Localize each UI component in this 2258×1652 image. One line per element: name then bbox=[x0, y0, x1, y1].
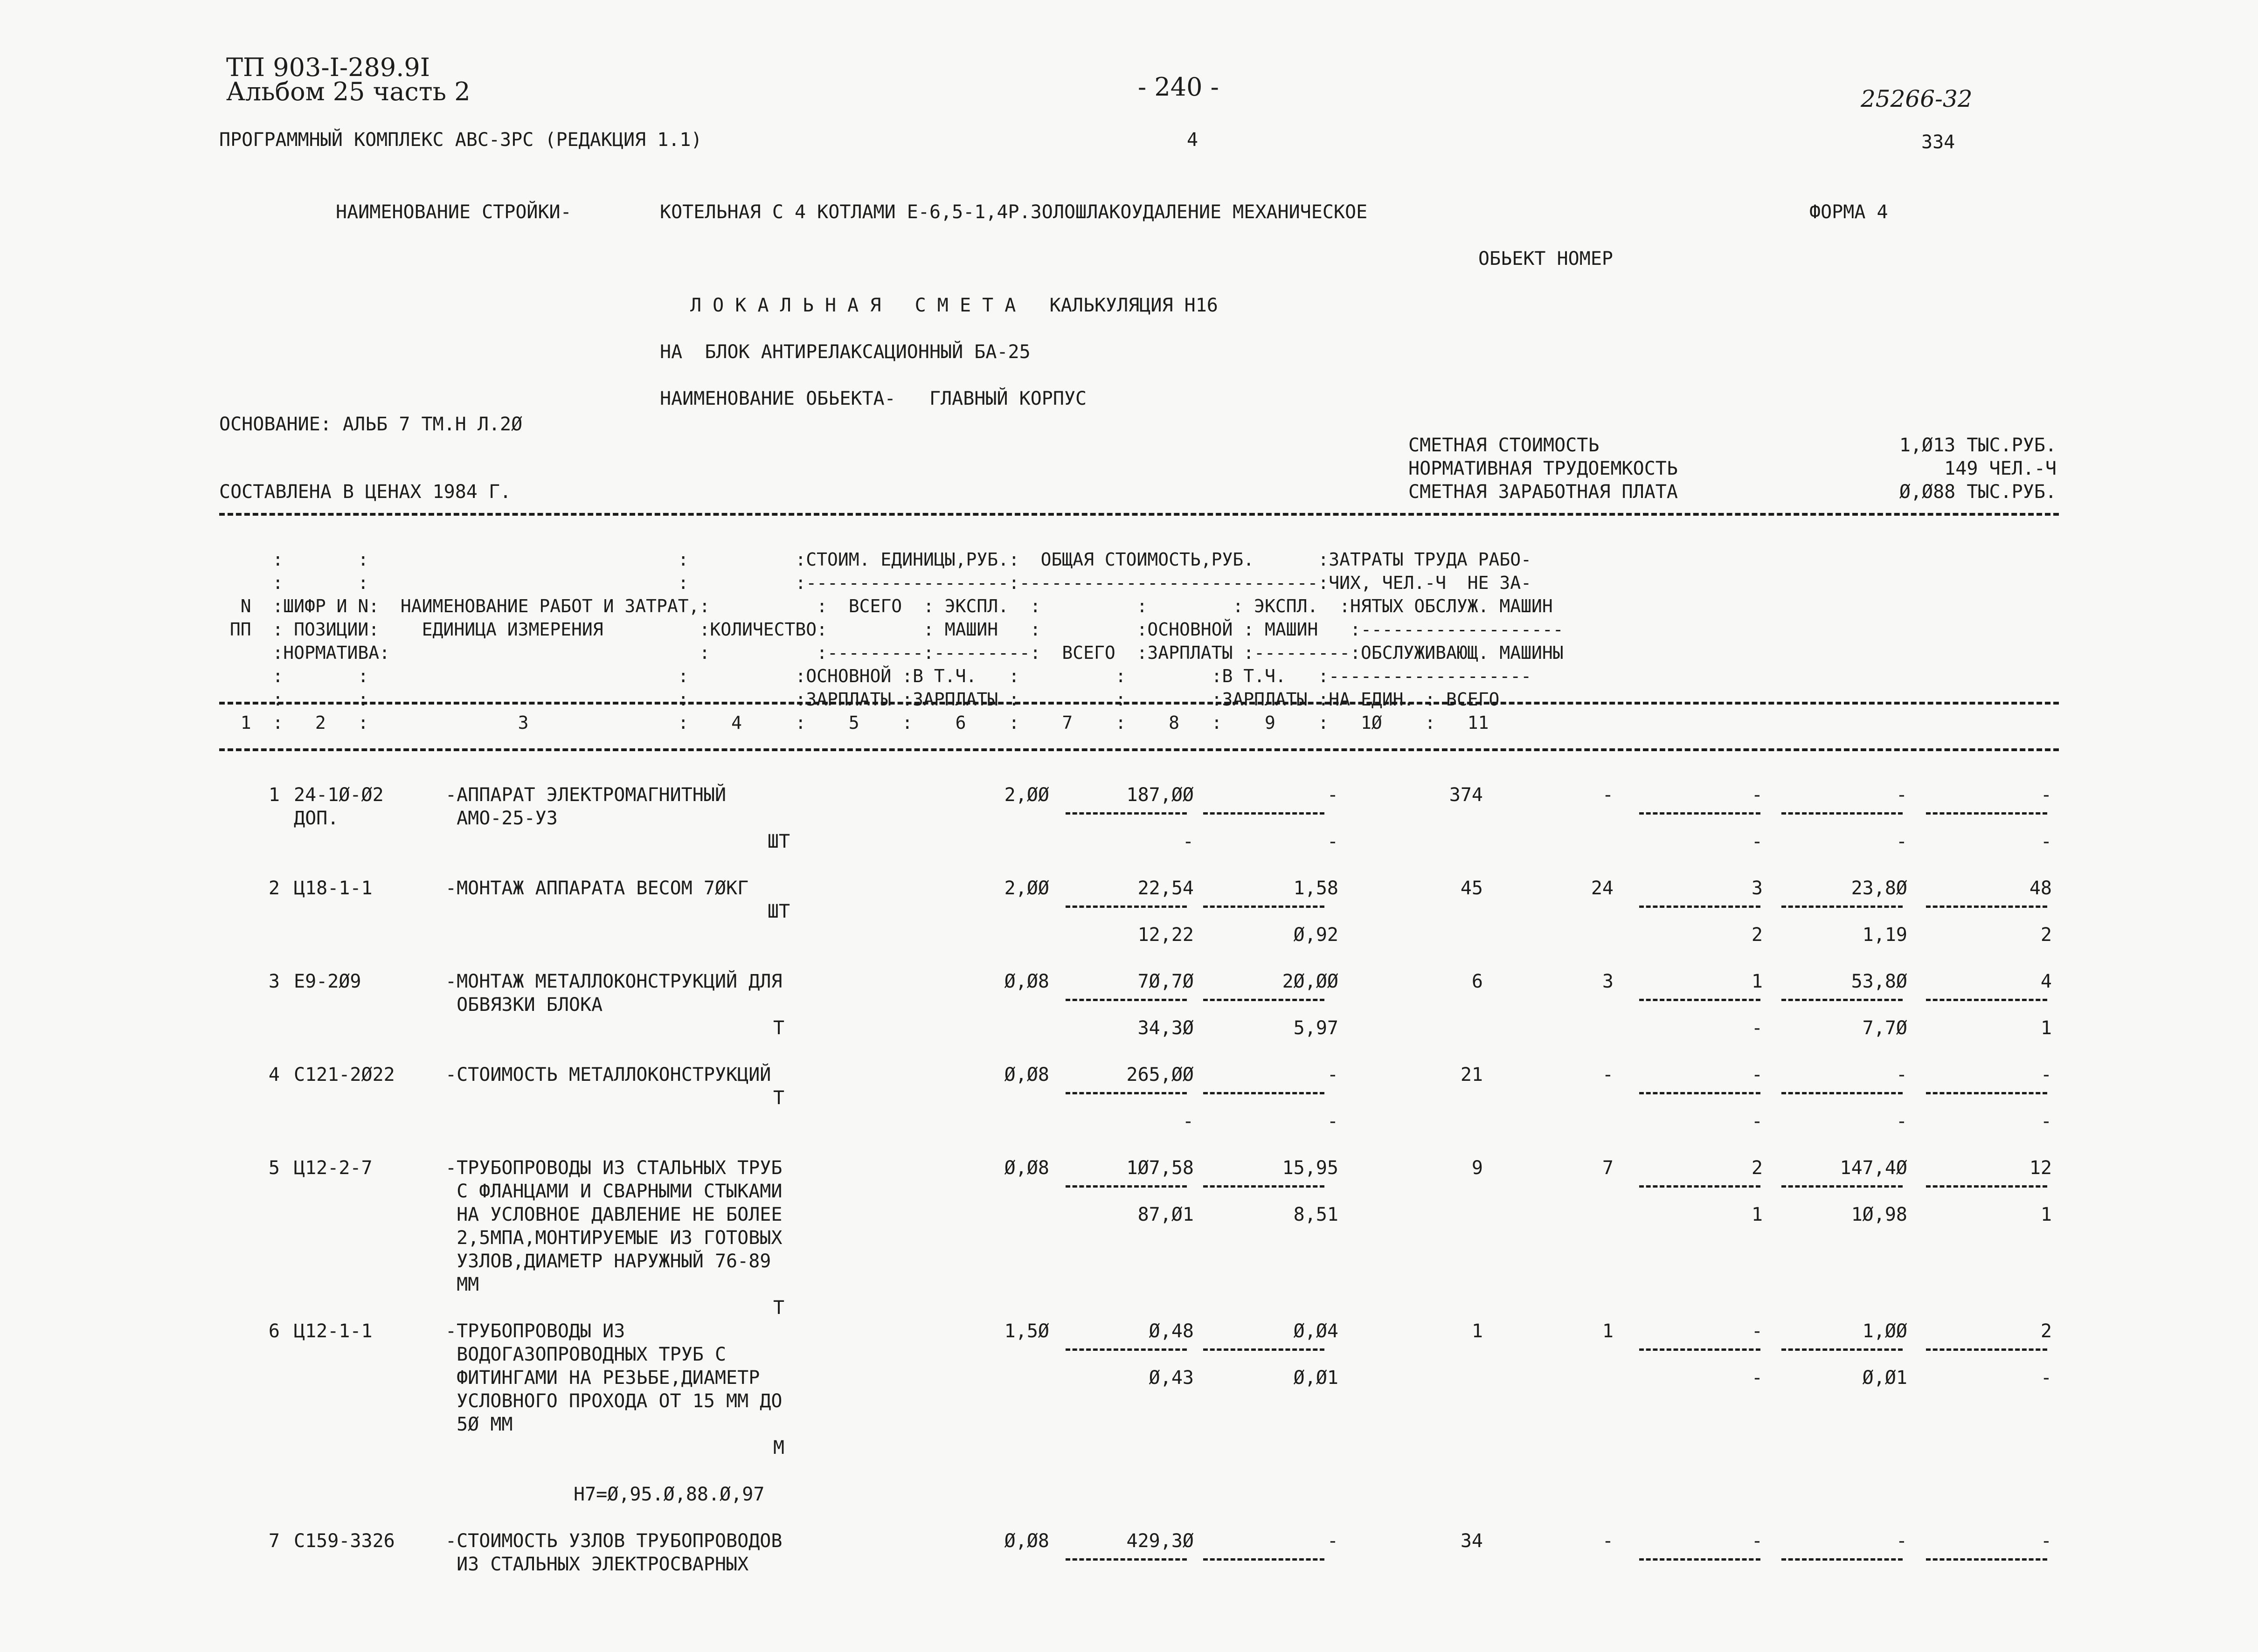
row-unit: ШТ bbox=[767, 901, 790, 922]
row-service-total: 1 bbox=[2040, 1204, 2052, 1225]
row-total-wages: 7 bbox=[1602, 1157, 1614, 1179]
row-machine-wages: - bbox=[1751, 1111, 1763, 1132]
row-divider bbox=[1203, 905, 1324, 908]
row-labor-per-unit: 1,ØØ bbox=[1862, 1320, 1907, 1342]
row-total-machines: 1 bbox=[1751, 971, 1763, 992]
row-service-total: - bbox=[2040, 831, 2052, 852]
row-quantity: 2,ØØ bbox=[1004, 784, 1049, 806]
row-total-wages: 1 bbox=[1602, 1320, 1614, 1342]
row-divider bbox=[1926, 1092, 2047, 1094]
row-divider bbox=[1203, 1348, 1324, 1351]
row-name-line: УЗЛОВ,ДИАМЕТР НАРУЖНЫЙ 76-89 bbox=[445, 1251, 771, 1272]
row-unit-cost-total: Ø,48 bbox=[1149, 1320, 1194, 1342]
row-divider bbox=[1926, 905, 2047, 908]
summary-value-labor: 149 ЧЕЛ.-Ч bbox=[1944, 458, 2057, 479]
row-code: Ц12-1-1 bbox=[294, 1320, 373, 1342]
row-divider bbox=[1781, 905, 1903, 908]
row-labor-per-unit: - bbox=[1896, 1530, 1907, 1552]
row-number: 6 bbox=[268, 1320, 280, 1342]
row-name-line: -ТРУБОПРОВОДЫ ИЗ СТАЛЬНЫХ ТРУБ bbox=[445, 1157, 783, 1179]
row-name-line: ВОДОГАЗОПРОВОДНЫХ ТРУБ С bbox=[445, 1344, 727, 1365]
object-name: НАИМЕНОВАНИЕ ОБЬЕКТА- ГЛАВНЫЙ КОРПУС bbox=[660, 388, 1087, 409]
row-service-total: - bbox=[2040, 1367, 2052, 1389]
row-unit-machine-wages: Ø,Ø1 bbox=[1293, 1367, 1338, 1389]
header-line: :НОРМАТИВА: : :---------:---------: ВСЕГО :ЗАРПЛАТЫ :---------:ОБСЛУЖИВАЮЩ. МАШИНЫ bbox=[219, 643, 1564, 663]
row-divider bbox=[1203, 999, 1324, 1001]
row-unit-cost-total: 429,3Ø bbox=[1126, 1530, 1194, 1552]
row-name-line: -СТОИМОСТЬ МЕТАЛЛОКОНСТРУКЦИЙ bbox=[445, 1064, 771, 1085]
row-total-wages: - bbox=[1602, 1530, 1614, 1552]
row-unit-cost-machines: - bbox=[1327, 784, 1338, 806]
row-divider bbox=[1066, 1558, 1187, 1561]
row-code: Ц12-2-7 bbox=[294, 1157, 373, 1179]
row-quantity: Ø,Ø8 bbox=[1004, 1064, 1049, 1085]
row-divider bbox=[1781, 1348, 1903, 1351]
row-divider bbox=[1639, 905, 1760, 908]
program-name: ПРОГРАММНЫЙ КОМПЛЕКС АВС-3РС (РЕДАКЦИЯ 1.1) bbox=[219, 129, 702, 151]
row-name-line: ОБВЯЗКИ БЛОКА bbox=[445, 994, 603, 1016]
row-labor-per-unit: 53,8Ø bbox=[1851, 971, 1907, 992]
page-number: - 240 - bbox=[1138, 72, 1219, 102]
row-total-cost: 1 bbox=[1471, 1320, 1483, 1342]
row-code: Е9-2Ø9 bbox=[294, 971, 361, 992]
header-line: : : : :ЗАРПЛАТЫ :ЗАРПЛАТЫ : : :ЗАРПЛАТЫ :НА ЕДИН. : ВСЕГО bbox=[219, 689, 1500, 710]
row-unit-wages: Ø,43 bbox=[1149, 1367, 1194, 1389]
row-divider bbox=[1781, 1558, 1903, 1561]
row-divider bbox=[1781, 1092, 1903, 1094]
row-unit-cost-total: 265,ØØ bbox=[1126, 1064, 1194, 1085]
summary-value-wages: Ø,Ø88 ТЫС.РУБ. bbox=[1899, 481, 2057, 503]
row-code: 24-1Ø-Ø2 bbox=[294, 784, 384, 806]
row-divider bbox=[1781, 999, 1903, 1001]
sheet-number: 334 bbox=[1921, 131, 1955, 153]
row-unit-machine-wages: 5,97 bbox=[1293, 1017, 1338, 1039]
row-labor-total: 2 bbox=[2040, 1320, 2052, 1342]
row-total-cost: 374 bbox=[1449, 784, 1483, 806]
row-unit-cost-machines: - bbox=[1327, 1064, 1338, 1085]
row-divider bbox=[1781, 812, 1903, 815]
row-unit: М bbox=[773, 1437, 785, 1458]
row-total-wages: - bbox=[1602, 784, 1614, 806]
row-divider bbox=[1781, 1185, 1903, 1188]
row-divider bbox=[1203, 1185, 1324, 1188]
row-divider bbox=[1639, 812, 1760, 815]
row-divider bbox=[1926, 1348, 2047, 1351]
row-unit-machine-wages: - bbox=[1327, 831, 1338, 852]
row-total-machines: - bbox=[1751, 1320, 1763, 1342]
document-title: Л О К А Л Ь Н А Я С М Е Т А КАЛЬКУЛЯЦИЯ Н16 bbox=[690, 295, 1218, 316]
row-unit-wages: 12,22 bbox=[1137, 924, 1194, 946]
row-unit-wages: - bbox=[1182, 1111, 1194, 1132]
header-line: N :ШИФР И N: НАИМЕНОВАНИЕ РАБОТ И ЗАТРАТ,: : ВСЕГО : ЭКСПЛ. : : : ЭКСПЛ. :НЯТЫХ ОБСЛУЖ. МАШИН bbox=[219, 596, 1553, 616]
row-service-total: - bbox=[2040, 1111, 2052, 1132]
row-number: 1 bbox=[268, 784, 280, 806]
row-name-line: 5Ø ММ bbox=[445, 1414, 513, 1435]
row-code-suffix: ДОП. bbox=[294, 808, 339, 829]
row-unit-cost-total: 22,54 bbox=[1137, 878, 1194, 899]
header-line: ПП : ПОЗИЦИИ: ЕДИНИЦА ИЗМЕРЕНИЯ :КОЛИЧЕСТВО: : МАШИН : :ОСНОВНОЙ : МАШИН :------------------- bbox=[219, 619, 1564, 640]
header-line: : : : :ОСНОВНОЙ :В Т.Ч. : : :В Т.Ч. :------------------- bbox=[219, 666, 1531, 686]
row-name-line: ММ bbox=[445, 1274, 479, 1295]
header-rule bbox=[219, 702, 2059, 705]
row-number: 4 bbox=[268, 1064, 280, 1085]
summary-value-cost: 1,Ø13 ТЫС.РУБ. bbox=[1899, 435, 2057, 456]
row-number: 7 bbox=[268, 1530, 280, 1552]
row-unit: ШТ bbox=[767, 831, 790, 852]
row-name-line: АМО-25-У3 bbox=[445, 808, 558, 829]
row-code: Ц18-1-1 bbox=[294, 878, 373, 899]
row-divider bbox=[1203, 1092, 1324, 1094]
construction-value: КОТЕЛЬНАЯ С 4 КОТЛАМИ Е-6,5-1,4Р.ЗОЛОШЛАКОУДАЛЕНИЕ МЕХАНИЧЕСКОЕ bbox=[660, 201, 1368, 223]
row-labor-total: - bbox=[2040, 784, 2052, 806]
row-divider bbox=[1639, 1558, 1760, 1561]
row-quantity: 1,5Ø bbox=[1004, 1320, 1049, 1342]
row-divider bbox=[1926, 999, 2047, 1001]
summary-label-labor: НОРМАТИВНАЯ ТРУДОЕМКОСТЬ bbox=[1408, 458, 1678, 479]
header-line: : : : :-------------------:----------------------------:ЧИХ, ЧЕЛ.-Ч НЕ ЗА- bbox=[219, 573, 1531, 593]
row-labor-total: 4 bbox=[2040, 971, 2052, 992]
row-unit-cost-machines: Ø,Ø4 bbox=[1293, 1320, 1338, 1342]
object-number-label: ОБЬЕКТ НОМЕР bbox=[1478, 248, 1613, 270]
document-subtitle: НА БЛОК АНТИРЕЛАКСАЦИОННЫЙ БА-25 bbox=[660, 341, 1031, 363]
row-total-machines: 3 bbox=[1751, 878, 1763, 899]
row-unit-cost-machines: 1,58 bbox=[1293, 878, 1338, 899]
row-quantity: Ø,Ø8 bbox=[1004, 1157, 1049, 1179]
row-unit: Т bbox=[773, 1017, 785, 1039]
row-labor-total: 12 bbox=[2029, 1157, 2052, 1179]
row-labor-per-unit: 23,8Ø bbox=[1851, 878, 1907, 899]
row-unit-machine-wages: Ø,92 bbox=[1293, 924, 1338, 946]
row-service-per-unit: 1Ø,98 bbox=[1851, 1204, 1907, 1225]
table-top-rule bbox=[219, 513, 2059, 516]
row-name-line: УСЛОВНОГО ПРОХОДА ОТ 15 ММ ДО bbox=[445, 1390, 783, 1412]
row-total-cost: 9 bbox=[1471, 1157, 1483, 1179]
row-total-machines: - bbox=[1751, 1530, 1763, 1552]
row-machine-wages: - bbox=[1751, 1017, 1763, 1039]
row-total-wages: 3 bbox=[1602, 971, 1614, 992]
row-code: С121-2Ø22 bbox=[294, 1064, 395, 1085]
summary-label-wages: СМЕТНАЯ ЗАРАБОТНАЯ ПЛАТА bbox=[1408, 481, 1678, 503]
row-name-line: ИЗ СТАЛЬНЫХ ЭЛЕКТРОСВАРНЫХ bbox=[445, 1554, 749, 1575]
row-service-per-unit: 1,19 bbox=[1862, 924, 1907, 946]
row-unit-cost-total: 7Ø,7Ø bbox=[1137, 971, 1194, 992]
row-divider bbox=[1639, 1185, 1760, 1188]
row-quantity: Ø,Ø8 bbox=[1004, 971, 1049, 992]
row-service-per-unit: - bbox=[1896, 1111, 1907, 1132]
row-machine-wages: 1 bbox=[1751, 1204, 1763, 1225]
row-quantity: Ø,Ø8 bbox=[1004, 1530, 1049, 1552]
row-service-per-unit: - bbox=[1896, 831, 1907, 852]
row-divider bbox=[1066, 905, 1187, 908]
row-unit-machine-wages: 8,51 bbox=[1293, 1204, 1338, 1225]
row-total-cost: 34 bbox=[1460, 1530, 1483, 1552]
row-unit: Т bbox=[773, 1297, 785, 1319]
row-quantity: 2,ØØ bbox=[1004, 878, 1049, 899]
album-label: Альбом 25 часть 2 bbox=[226, 77, 471, 106]
row-unit-machine-wages: - bbox=[1327, 1111, 1338, 1132]
row-divider bbox=[1066, 999, 1187, 1001]
column-numbers-rule bbox=[219, 748, 2059, 751]
row-name-line: -СТОИМОСТЬ УЗЛОВ ТРУБОПРОВОДОВ bbox=[445, 1530, 783, 1552]
row-divider bbox=[1066, 1092, 1187, 1094]
row-unit-wages: 87,Ø1 bbox=[1137, 1204, 1194, 1225]
row-total-machines: - bbox=[1751, 1064, 1763, 1085]
row-divider bbox=[1066, 1185, 1187, 1188]
row-total-cost: 21 bbox=[1460, 1064, 1483, 1085]
row-service-total: 2 bbox=[2040, 924, 2052, 946]
row-total-cost: 6 bbox=[1471, 971, 1483, 992]
summary-label-cost: СМЕТНАЯ СТОИМОСТЬ bbox=[1408, 435, 1600, 456]
construction-label: НАИМЕНОВАНИЕ СТРОЙКИ- bbox=[336, 201, 572, 223]
row-labor-total: - bbox=[2040, 1530, 2052, 1552]
row-divider bbox=[1926, 1185, 2047, 1188]
row-number: 5 bbox=[268, 1157, 280, 1179]
row-total-cost: 45 bbox=[1460, 878, 1483, 899]
row-total-machines: - bbox=[1751, 784, 1763, 806]
row-service-per-unit: 7,7Ø bbox=[1862, 1017, 1907, 1039]
row-divider bbox=[1066, 1348, 1187, 1351]
row-unit-cost-total: 187,ØØ bbox=[1126, 784, 1194, 806]
project-code: ТП 903-I-289.9I bbox=[226, 53, 430, 82]
basis-line: ОСНОВАНИЕ: АЛЬБ 7 ТМ.Н Л.2Ø bbox=[219, 414, 523, 435]
row-divider bbox=[1639, 1348, 1760, 1351]
row-divider bbox=[1926, 1558, 2047, 1561]
row-unit: Т bbox=[773, 1087, 785, 1109]
row-divider bbox=[1639, 1092, 1760, 1094]
row-labor-total: 48 bbox=[2029, 878, 2052, 899]
row-name-line: 2,5МПА,МОНТИРУЕМЫЕ ИЗ ГОТОВЫХ bbox=[445, 1227, 783, 1249]
coefficient-note: Н7=Ø,95.Ø,88.Ø,97 bbox=[574, 1484, 765, 1505]
row-unit-cost-total: 1Ø7,58 bbox=[1126, 1157, 1194, 1179]
row-machine-wages: 2 bbox=[1751, 924, 1763, 946]
column-numbers: 1 : 2 : 3 : 4 : 5 : 6 : 7 : 8 : 9 : 1Ø : 11 bbox=[219, 712, 1489, 733]
row-name-line: -ТРУБОПРОВОДЫ ИЗ bbox=[445, 1320, 625, 1342]
row-machine-wages: - bbox=[1751, 1367, 1763, 1389]
row-number: 3 bbox=[268, 971, 280, 992]
row-unit-cost-machines: 15,95 bbox=[1282, 1157, 1338, 1179]
row-divider bbox=[1639, 999, 1760, 1001]
row-name-line: ФИТИНГАМИ НА РЕЗЬБЕ,ДИАМЕТР bbox=[445, 1367, 760, 1389]
row-unit-wages: - bbox=[1182, 831, 1194, 852]
row-name-line: С ФЛАНЦАМИ И СВАРНЫМИ СТЫКАМИ bbox=[445, 1181, 783, 1202]
row-total-machines: 2 bbox=[1751, 1157, 1763, 1179]
form-label: ФОРМА 4 bbox=[1809, 201, 1888, 223]
row-unit-wages: 34,3Ø bbox=[1137, 1017, 1194, 1039]
row-name-line: -МОНТАЖ МЕТАЛЛОКОНСТРУКЦИЙ ДЛЯ bbox=[445, 971, 783, 992]
row-labor-total: - bbox=[2040, 1064, 2052, 1085]
row-total-wages: 24 bbox=[1591, 878, 1614, 899]
row-labor-per-unit: - bbox=[1896, 1064, 1907, 1085]
row-labor-per-unit: - bbox=[1896, 784, 1907, 806]
inventory-number: 25266-32 bbox=[1861, 85, 1973, 112]
row-name-line: -МОНТАЖ АППАРАТА ВЕСОМ 7ØКГ bbox=[445, 878, 749, 899]
row-code: С159-3326 bbox=[294, 1530, 395, 1552]
row-name-line: -АППАРАТ ЭЛЕКТРОМАГНИТНЫЙ bbox=[445, 784, 727, 806]
row-unit-cost-machines: 2Ø,ØØ bbox=[1282, 971, 1338, 992]
header-line: : : : :СТОИМ. ЕДИНИЦЫ,РУБ.: ОБЩАЯ СТОИМОСТЬ,РУБ. :ЗАТРАТЫ ТРУДА РАБО- bbox=[219, 549, 1531, 570]
row-name-line: НА УСЛОВНОЕ ДАВЛЕНИЕ НЕ БОЛЕЕ bbox=[445, 1204, 783, 1225]
row-machine-wages: - bbox=[1751, 831, 1763, 852]
row-labor-per-unit: 147,4Ø bbox=[1840, 1157, 1907, 1179]
row-service-total: 1 bbox=[2040, 1017, 2052, 1039]
row-divider bbox=[1203, 1558, 1324, 1561]
row-service-per-unit: Ø,Ø1 bbox=[1862, 1367, 1907, 1389]
row-number: 2 bbox=[268, 878, 280, 899]
row-total-wages: - bbox=[1602, 1064, 1614, 1085]
prices-basis: СОСТАВЛЕНА В ЦЕНАХ 1984 Г. bbox=[219, 481, 512, 503]
row-divider bbox=[1203, 812, 1324, 815]
row-unit-cost-machines: - bbox=[1327, 1530, 1338, 1552]
row-divider bbox=[1066, 812, 1187, 815]
row-divider bbox=[1926, 812, 2047, 815]
sheet-number-small: 4 bbox=[1187, 129, 1198, 151]
